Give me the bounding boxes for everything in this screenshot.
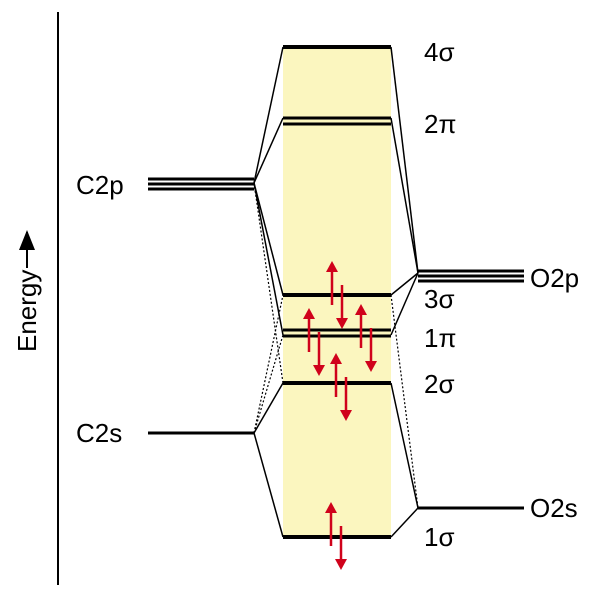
c2p-level bbox=[148, 179, 254, 189]
c2s-label: C2s bbox=[76, 418, 123, 448]
o2p-level bbox=[418, 271, 524, 281]
mo-label-2pi: 2π bbox=[424, 109, 457, 139]
o2p-label: O2p bbox=[530, 263, 580, 293]
energy-axis-label: Energy bbox=[12, 269, 42, 352]
mo-label-1pi: 1π bbox=[424, 323, 457, 353]
mo-label-4sigma: 4σ bbox=[424, 37, 455, 67]
energy-axis-label-group bbox=[12, 232, 42, 352]
mo-band bbox=[283, 47, 391, 537]
o2s-label: O2s bbox=[530, 493, 578, 523]
mo-label-1sigma: 1σ bbox=[424, 522, 455, 552]
mo-label-2sigma: 2σ bbox=[424, 369, 455, 399]
c2p-label: C2p bbox=[76, 170, 124, 200]
mo-label-3sigma: 3σ bbox=[424, 284, 455, 314]
